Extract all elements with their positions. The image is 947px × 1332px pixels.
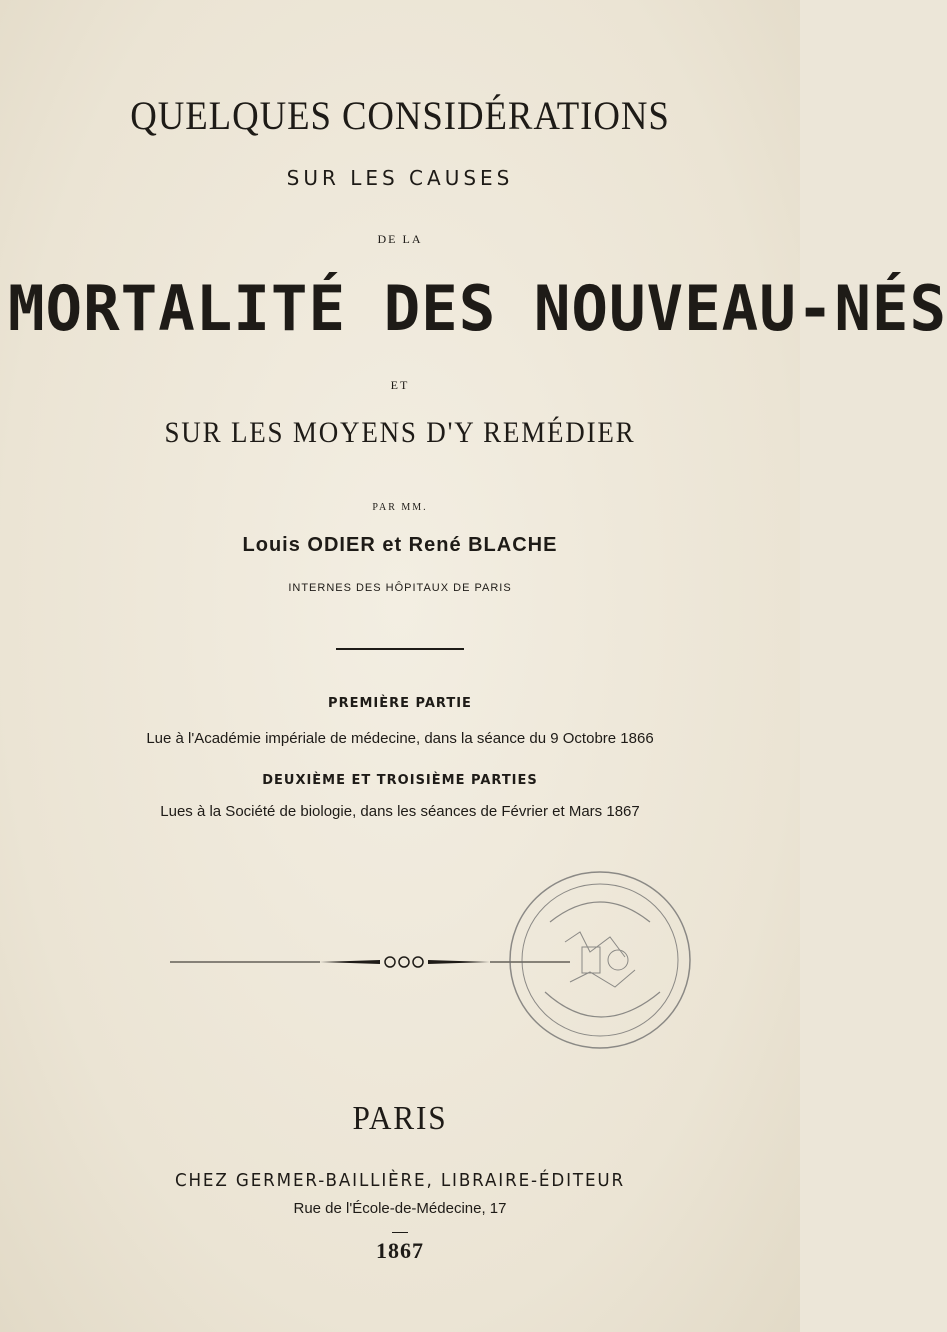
imprint-dash [392, 1232, 408, 1233]
imprint-publisher: CHEZ GERMER-BAILLIÈRE, LIBRAIRE-ÉDITEUR [174, 1170, 626, 1191]
main-title: MORTALITÉ DES NOUVEAU-NÉS [8, 272, 947, 345]
divider-rule [336, 648, 464, 650]
part-one-note: Lue à l'Académie impériale de médecine, dans la séance du 9 Octobre 1866 [146, 730, 654, 747]
ornament-and-stamp [170, 842, 730, 1092]
author-names: Louis ODIER et René BLACHE [242, 534, 558, 556]
title-line-2: SUR LES CAUSES [286, 166, 514, 190]
title-line-5: ET [390, 378, 410, 392]
title-line-3: DE LA [377, 232, 423, 246]
part-two-three-heading: DEUXIÈME ET TROISIÈME PARTIES [262, 773, 538, 788]
by-line: PAR MM. [372, 502, 428, 513]
author-role: INTERNES DES HÔPITAUX DE PARIS [288, 582, 512, 594]
part-two-three-note: Lues à la Société de biologie, dans les séances de Février et Mars 1867 [160, 803, 640, 820]
title-line-1: QUELQUES CONSIDÉRATIONS [130, 93, 670, 138]
imprint-year: 1867 [376, 1238, 424, 1263]
library-stamp-icon [510, 872, 690, 1048]
imprint-address: Rue de l'École-de-Médecine, 17 [293, 1200, 507, 1217]
subtitle: SUR LES MOYENS D'Y REMÉDIER [164, 416, 636, 449]
part-one-heading: PREMIÈRE PARTIE [328, 696, 472, 711]
imprint-city: PARIS [352, 1100, 448, 1137]
